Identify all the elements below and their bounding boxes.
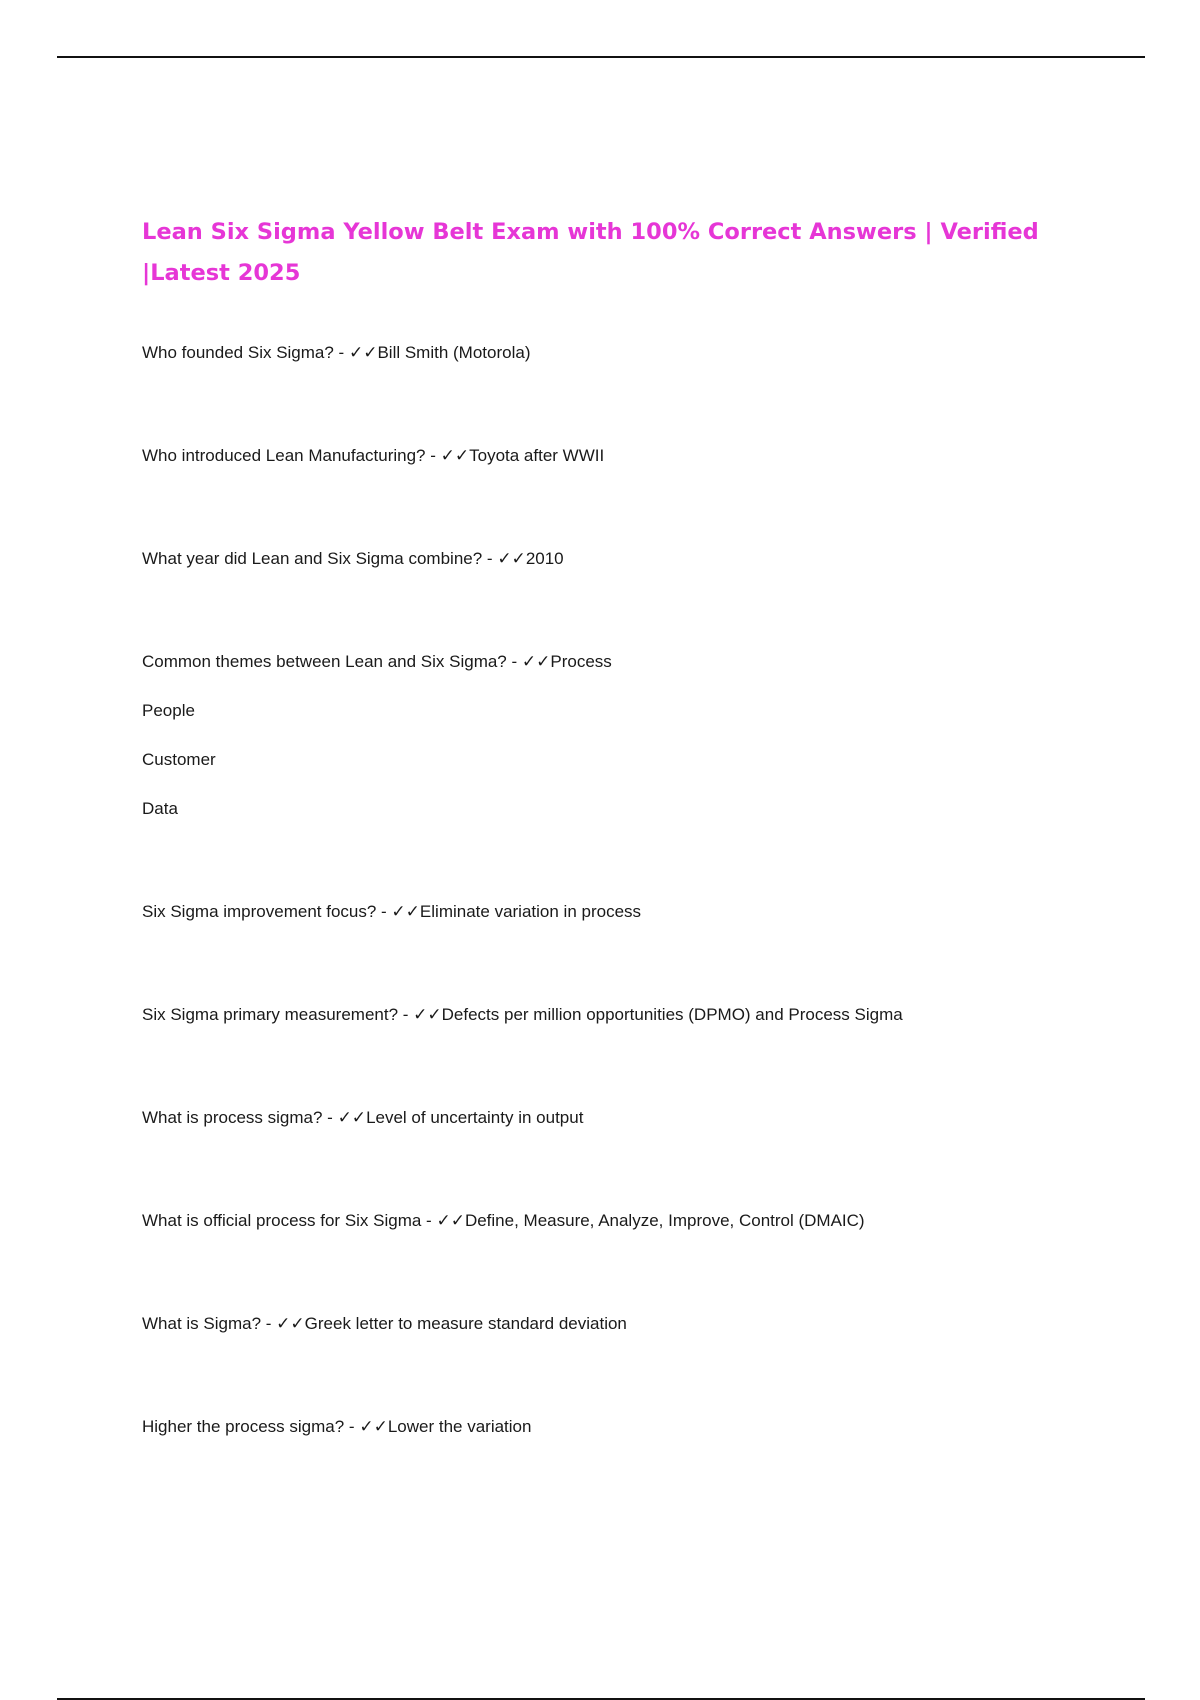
answer-text: Lower the variation <box>387 1417 532 1436</box>
answer-text: Toyota after WWII <box>469 446 605 465</box>
qa-item <box>142 445 1082 467</box>
double-check-icon: ✓✓ <box>521 652 551 671</box>
double-check-icon: ✓✓ <box>497 549 526 568</box>
question-text: What year did Lean and Six Sigma combine? - <box>142 549 498 568</box>
qa-item <box>142 1004 1082 1026</box>
qa-item <box>142 342 1082 364</box>
document-body <box>142 212 1082 1519</box>
answer-text: Defects per million opportunities (DPMO) and Process Sigma <box>441 1005 903 1024</box>
answer-text: Eliminate variation in process <box>419 902 642 921</box>
qa-item <box>142 548 1082 570</box>
double-check-icon: ✓✓ <box>436 1211 465 1230</box>
answer-text: Process <box>550 652 612 671</box>
answer-continuation: Customer <box>142 750 216 769</box>
answer-text: Level of uncertainty in output <box>366 1108 584 1127</box>
double-check-icon: ✓✓ <box>391 902 420 921</box>
question-text: Six Sigma improvement focus? - <box>142 902 392 921</box>
qa-item <box>142 1107 1082 1129</box>
double-check-icon: ✓✓ <box>359 1417 388 1436</box>
double-check-icon: ✓✓ <box>348 343 378 362</box>
question-text: Who introduced Lean Manufacturing? - <box>142 446 441 465</box>
answer-continuation: Data <box>142 799 178 818</box>
qa-item <box>142 1313 1082 1335</box>
question-text: What is Sigma? - <box>142 1314 277 1333</box>
double-check-icon: ✓✓ <box>337 1108 367 1127</box>
header-rule <box>57 56 1145 58</box>
answer-text: Greek letter to measure standard deviation <box>304 1314 627 1333</box>
answer-text: Bill Smith (Motorola) <box>377 343 531 362</box>
qa-list <box>142 342 1082 1438</box>
question-text: Higher the process sigma? - <box>142 1417 360 1436</box>
double-check-icon: ✓✓ <box>440 446 470 465</box>
answer-continuation: People <box>142 701 195 720</box>
double-check-icon: ✓✓ <box>276 1314 305 1333</box>
question-text: What is process sigma? - <box>142 1108 338 1127</box>
qa-item <box>142 1416 1082 1438</box>
qa-item <box>142 901 1082 923</box>
question-text: Who founded Six Sigma? - <box>142 343 349 362</box>
answer-text: Define, Measure, Analyze, Improve, Control (DMAIC) <box>464 1211 865 1230</box>
qa-item <box>142 1210 1082 1232</box>
question-text: Common themes between Lean and Six Sigma? - <box>142 652 522 671</box>
answer-text: 2010 <box>525 549 564 568</box>
double-check-icon: ✓✓ <box>413 1005 442 1024</box>
question-text: What is official process for Six Sigma - <box>142 1211 437 1230</box>
qa-item <box>142 651 1082 820</box>
document-title: Lean Six Sigma Yellow Belt Exam with 100% Correct Answers | Verified |Latest 2025 <box>142 219 1039 286</box>
question-text: Six Sigma primary measurement? - <box>142 1005 414 1024</box>
